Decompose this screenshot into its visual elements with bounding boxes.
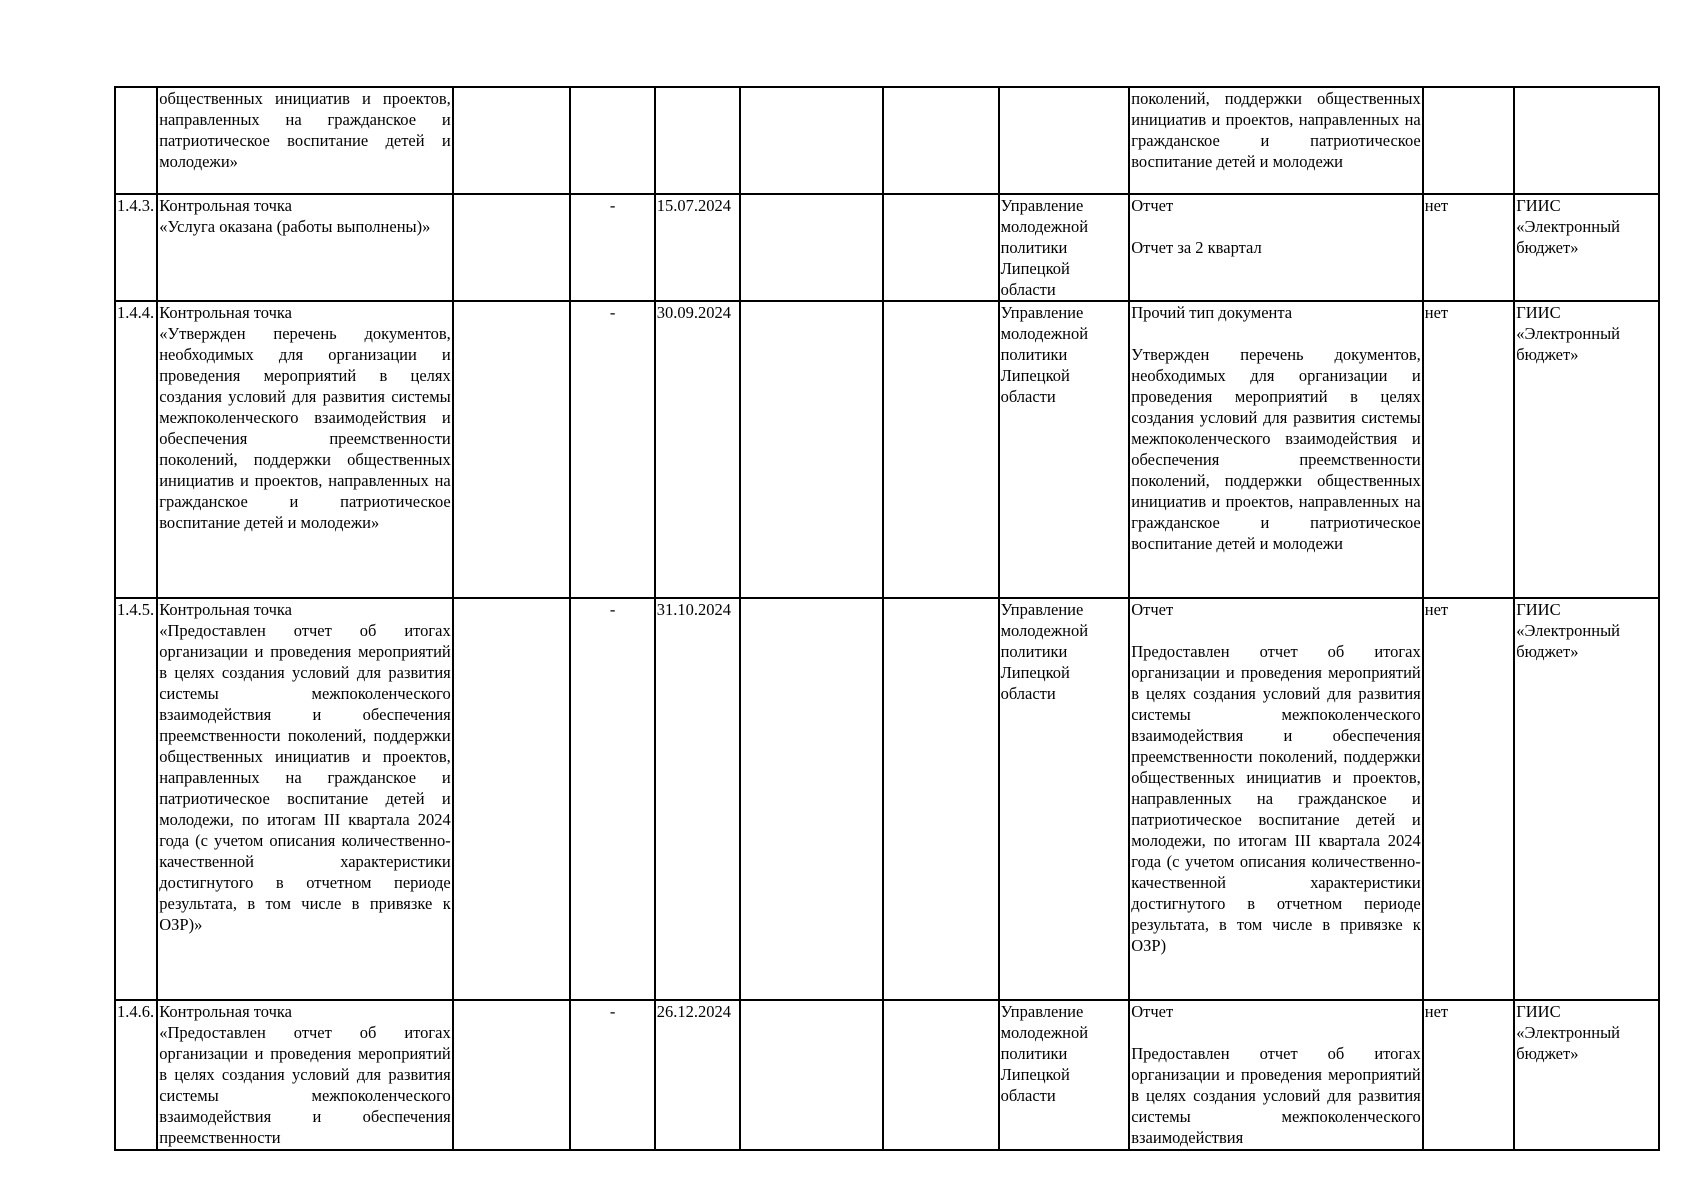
document-type: Прочий тип документа bbox=[1131, 303, 1293, 322]
control-point-label: Контрольная точка bbox=[159, 1002, 293, 1021]
control-point-label: Контрольная точка bbox=[159, 196, 293, 215]
empty-cell bbox=[453, 1000, 571, 1150]
empty-cell bbox=[883, 598, 999, 1000]
empty-cell bbox=[883, 194, 999, 301]
system-cell: ГИИС «Электронный бюджет» bbox=[1514, 1000, 1659, 1150]
document-description: Предоставлен отчет об итогах организации и проведения мероприятий в целях создания условий для развития системы межпоколенческого взаимодействия и обеспечения преемственности поколений, поддержки общественных инициатив и проектов, направленных на гражданское и патриотическое воспитание детей и молодежи, по итогам III квартала 2024 года (с учетом описания количественно-качественной характеристики достигнутого в отчетном периоде результата, в том числе в привязке к ОЗР) bbox=[1131, 642, 1421, 955]
document-cell: поколений, поддержки общественных инициатив и проектов, направленных на гражданское и патриотическое воспитание детей и молодежи bbox=[1129, 87, 1423, 194]
control-point-title: «Утвержден перечень документов, необходимых для организации и проведения мероприятий в целях создания условий для развития системы межпоколенческого взаимодействия и обеспечения преемственности поколений, поддержки общественных инициатив и проектов, направленных на гражданское и патриотическое воспитание детей и молодежи» bbox=[159, 324, 451, 532]
responsible-cell: Управление молодежной политики Липецкой области bbox=[999, 301, 1130, 598]
flag-cell: нет bbox=[1423, 598, 1514, 1000]
empty-cell bbox=[883, 1000, 999, 1150]
date-cell: 26.12.2024 bbox=[655, 1000, 740, 1150]
document-description: Утвержден перечень документов, необходимых для организации и проведения мероприятий в целях создания условий для развития системы межпоколенческого взаимодействия и обеспечения преемственности поколений, поддержки общественных инициатив и проектов, направленных на гражданское и патриотическое воспитание детей и молодежи bbox=[1131, 345, 1421, 553]
document-type: Отчет bbox=[1131, 600, 1174, 619]
dash-cell: - bbox=[570, 301, 654, 598]
date-cell: 31.10.2024 bbox=[655, 598, 740, 1000]
empty-cell bbox=[740, 598, 883, 1000]
control-point-title: «Предоставлен отчет об итогах организации и проведения мероприятий в целях создания условий для развития системы межпоколенческого взаимодействия и обеспечения преемственности поколений, поддержки общественных инициатив и проектов, направленных на гражданское и патриотическое воспитание детей и молодежи, по итогам III квартала 2024 года (с учетом описания количественно-качественной характеристики достигнутого в отчетном периоде результата, в том числе в привязке к ОЗР)» bbox=[159, 621, 451, 934]
row-number: 1.4.4. bbox=[115, 301, 157, 598]
system-cell bbox=[1514, 87, 1659, 194]
table-row bbox=[115, 87, 1659, 194]
control-point-title: «Услуга оказана (работы выполнены)» bbox=[159, 217, 431, 236]
table-row bbox=[115, 301, 1659, 598]
name-cell: общественных инициатив и проектов, направленных на гражданское и патриотическое воспитание детей и молодежи» bbox=[157, 87, 453, 194]
document-cell bbox=[1129, 598, 1423, 1000]
document-type: Отчет bbox=[1131, 1002, 1174, 1021]
document-description: Предоставлен отчет об итогах организации и проведения мероприятий в целях создания условий для развития системы межпоколенческого взаимодействия bbox=[1131, 1044, 1421, 1147]
dash-cell: - bbox=[570, 1000, 654, 1150]
document-cell bbox=[1129, 301, 1423, 598]
empty-cell bbox=[883, 301, 999, 598]
empty-cell bbox=[740, 87, 883, 194]
empty-cell bbox=[740, 301, 883, 598]
empty-cell bbox=[740, 194, 883, 301]
dash-cell: - bbox=[570, 598, 654, 1000]
date-cell bbox=[655, 87, 740, 194]
dash-cell: - bbox=[570, 194, 654, 301]
responsible-cell: Управление молодежной политики Липецкой области bbox=[999, 1000, 1130, 1150]
control-point-title: «Предоставлен отчет об итогах организации и проведения мероприятий в целях создания условий для развития системы межпоколенческого взаимодействия и обеспечения преемственности bbox=[159, 1023, 451, 1147]
responsible-cell: Управление молодежной политики Липецкой области bbox=[999, 598, 1130, 1000]
empty-cell bbox=[453, 87, 571, 194]
date-cell: 15.07.2024 bbox=[655, 194, 740, 301]
table-row bbox=[115, 1000, 1659, 1150]
document-description: Отчет за 2 квартал bbox=[1131, 238, 1262, 257]
name-cell bbox=[157, 1000, 453, 1150]
row-number: 1.4.6. bbox=[115, 1000, 157, 1150]
system-cell: ГИИС «Электронный бюджет» bbox=[1514, 194, 1659, 301]
responsible-cell bbox=[999, 87, 1130, 194]
flag-cell bbox=[1423, 87, 1514, 194]
table-row bbox=[115, 598, 1659, 1000]
date-cell: 30.09.2024 bbox=[655, 301, 740, 598]
table-row bbox=[115, 194, 1659, 301]
row-number: 1.4.5. bbox=[115, 598, 157, 1000]
row-number: 1.4.3. bbox=[115, 194, 157, 301]
system-cell: ГИИС «Электронный бюджет» bbox=[1514, 598, 1659, 1000]
flag-cell: нет bbox=[1423, 194, 1514, 301]
responsible-cell: Управление молодежной политики Липецкой области bbox=[999, 194, 1130, 301]
flag-cell: нет bbox=[1423, 1000, 1514, 1150]
empty-cell bbox=[453, 194, 571, 301]
system-cell: ГИИС «Электронный бюджет» bbox=[1514, 301, 1659, 598]
empty-cell bbox=[453, 301, 571, 598]
control-points-table bbox=[114, 86, 1660, 1151]
name-cell bbox=[157, 301, 453, 598]
row-number bbox=[115, 87, 157, 194]
name-cell bbox=[157, 598, 453, 1000]
dash-cell bbox=[570, 87, 654, 194]
name-cell bbox=[157, 194, 453, 301]
control-point-label: Контрольная точка bbox=[159, 600, 293, 619]
document-type: Отчет bbox=[1131, 196, 1174, 215]
document-cell bbox=[1129, 194, 1423, 301]
document-cell bbox=[1129, 1000, 1423, 1150]
flag-cell: нет bbox=[1423, 301, 1514, 598]
empty-cell bbox=[883, 87, 999, 194]
control-point-label: Контрольная точка bbox=[159, 303, 293, 322]
empty-cell bbox=[740, 1000, 883, 1150]
empty-cell bbox=[453, 598, 571, 1000]
